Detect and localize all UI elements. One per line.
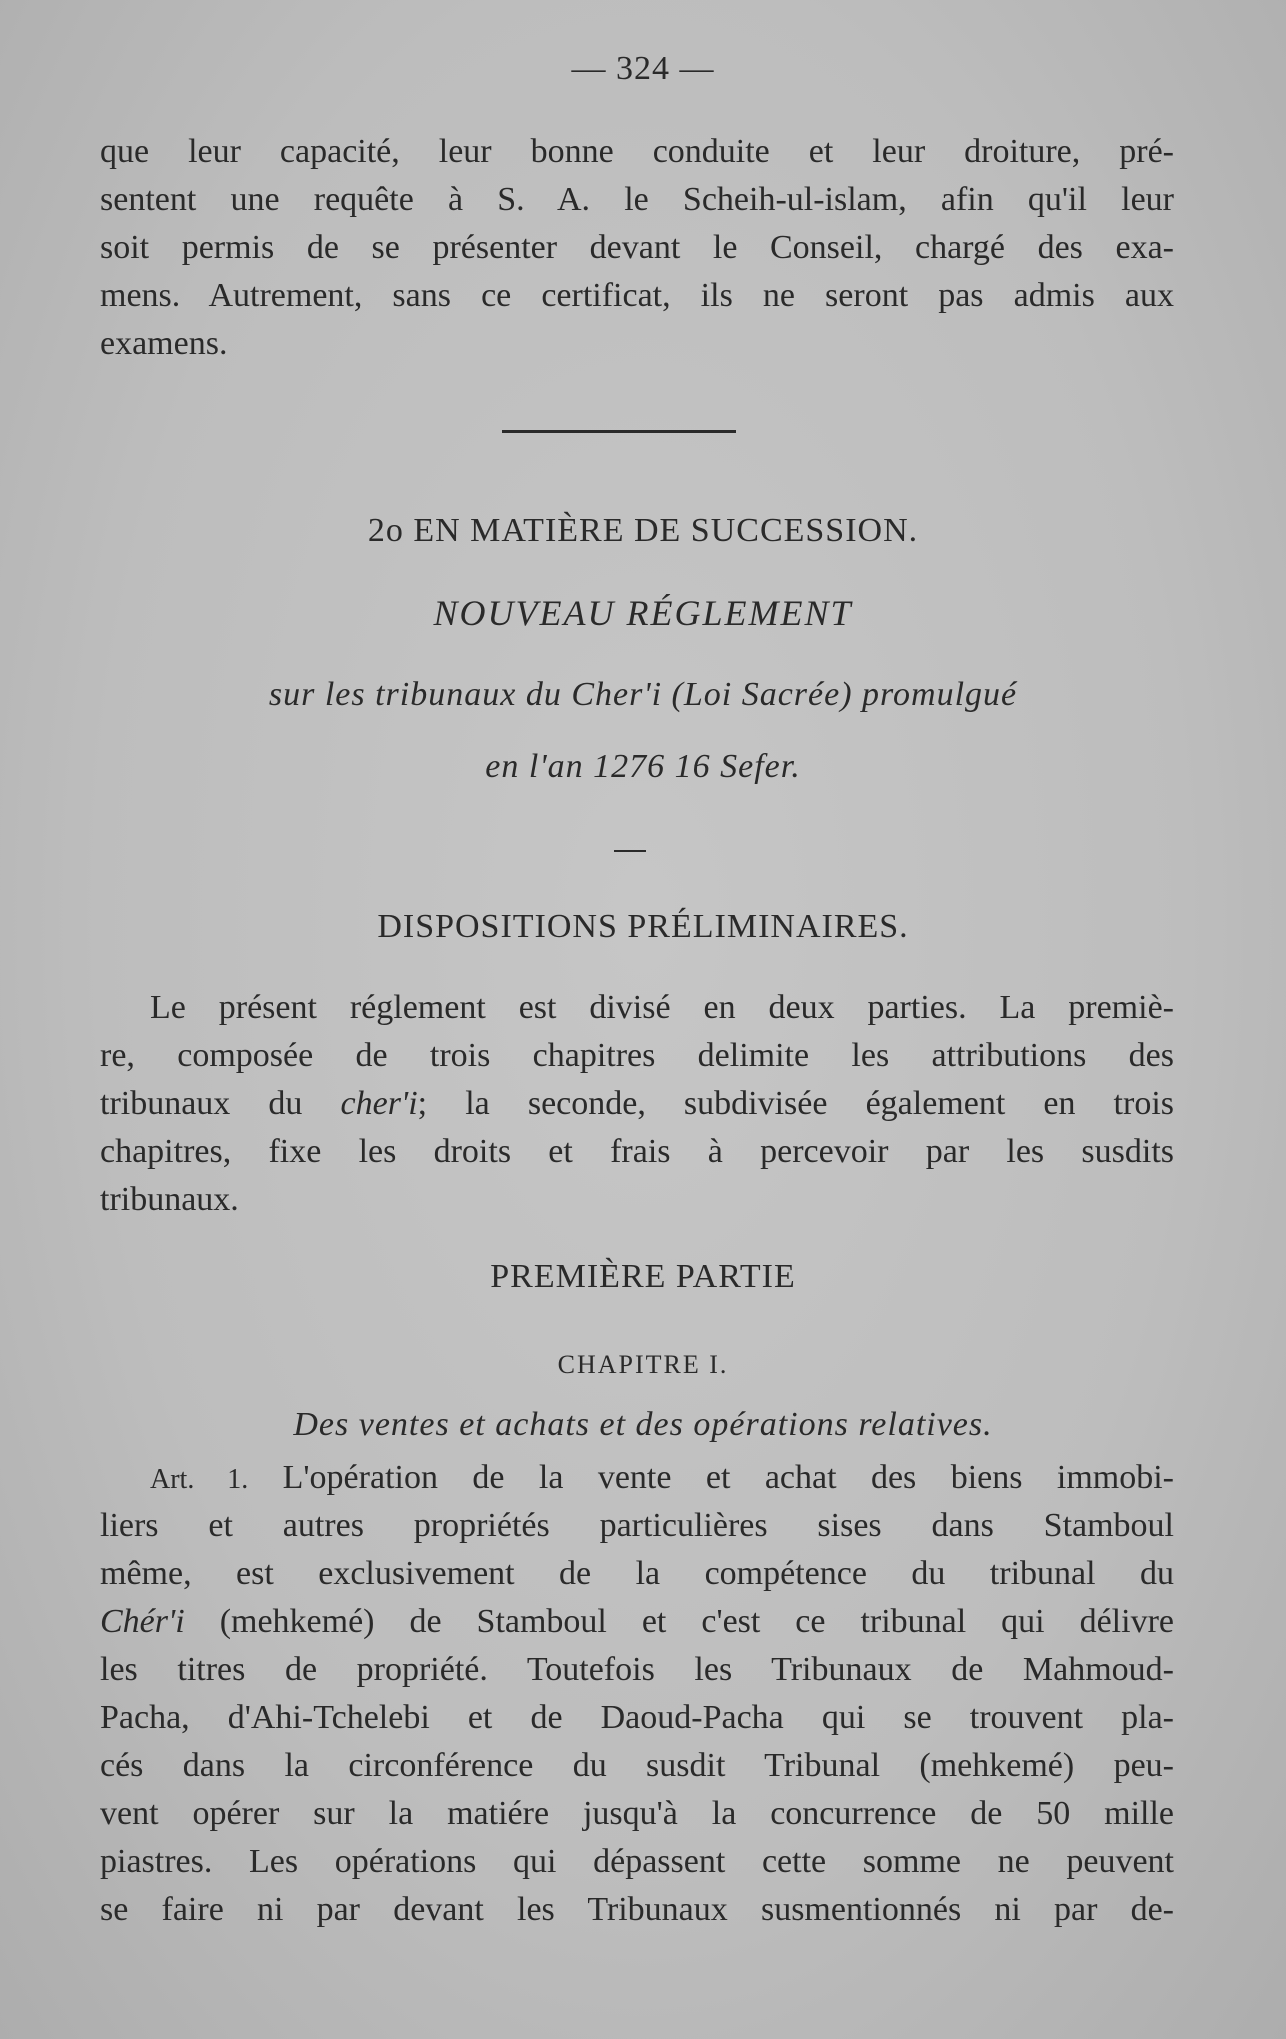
dispositions-line [100,1080,1174,1128]
short-divider [614,850,646,852]
intro-line: sentent une requête à S. A. le Scheih-ul-islam, afin qu'il leur [100,181,1174,218]
reglement-date: en l'an 1276 16 Sefer. [485,748,801,785]
dispositions-text: tribunaux du [100,1085,341,1122]
article-line [100,1598,1174,1646]
article-line: liers et autres propriétés particulières sises dans Stamboul [100,1507,1174,1544]
intro-line: soit permis de se présenter devant le Conseil, chargé des exa- [100,229,1174,266]
reglement-subtitle: sur les tribunaux du Cher'i (Loi Sacrée) promulgué [268,676,1018,713]
article-line: Pacha, d'Ahi-Tchelebi et de Daoud-Pacha qui se trouvent pla- [100,1699,1174,1736]
section-divider [502,430,736,433]
dispositions-text: ; la seconde, subdivisée également en trois [417,1085,1175,1122]
intro-paragraph [100,128,1174,368]
article-line [100,1454,1174,1502]
article-label: Art. 1. [150,1464,249,1495]
dispositions-paragraph [100,984,1174,1224]
article-line: même, est exclusivement de la compétence du tribunal du [100,1555,1174,1592]
cheri-term: cher'i [340,1085,418,1122]
section-heading: 2o EN MATIÈRE DE SUCCESSION. [367,512,919,549]
article-text: L'opération de la vente et achat des biens immobi- [248,1459,1174,1496]
intro-line: mens. Autrement, sans ce certificat, ils ne seront pas admis aux [100,277,1174,314]
dispositions-line: Le présent réglement est divisé en deux parties. La premiè- [150,989,1174,1026]
intro-line: examens. [100,325,228,362]
article-line: les titres de propriété. Toutefois les Tribunaux de Mahmoud- [100,1651,1174,1688]
part-heading: PREMIÈRE PARTIE [490,1258,796,1295]
dispositions-heading: DISPOSITIONS PRÉLIMINAIRES. [377,908,909,945]
dispositions-line: tribunaux. [100,1181,239,1218]
page-number: — 324 — [571,50,715,87]
article-text: (mehkemé) de Stamboul et c'est ce tribunal qui délivre [184,1603,1174,1640]
article-line: piastres. Les opérations qui dépassent cette somme ne peuvent [100,1843,1174,1880]
chapter-subtitle: Des ventes et achats et des opérations relatives. [293,1406,993,1443]
article-line: se faire ni par devant les Tribunaux susmentionnés ni par de- [100,1891,1174,1928]
dispositions-line: re, composée de trois chapitres delimite les attributions des [100,1037,1174,1074]
article-line: cés dans la circonférence du susdit Tribunal (mehkemé) peu- [100,1747,1174,1784]
chapter-heading: CHAPITRE I. [557,1350,729,1379]
cheri-term: Chér'i [100,1603,185,1640]
article-paragraph [100,1454,1174,1934]
article-line: vent opérer sur la matiére jusqu'à la concurrence de 50 mille [100,1795,1174,1832]
dispositions-line: chapitres, fixe les droits et frais à percevoir par les susdits [100,1133,1174,1170]
intro-line: que leur capacité, leur bonne conduite et leur droiture, pré- [100,133,1174,170]
reglement-title: NOUVEAU RÉGLEMENT [433,593,853,633]
